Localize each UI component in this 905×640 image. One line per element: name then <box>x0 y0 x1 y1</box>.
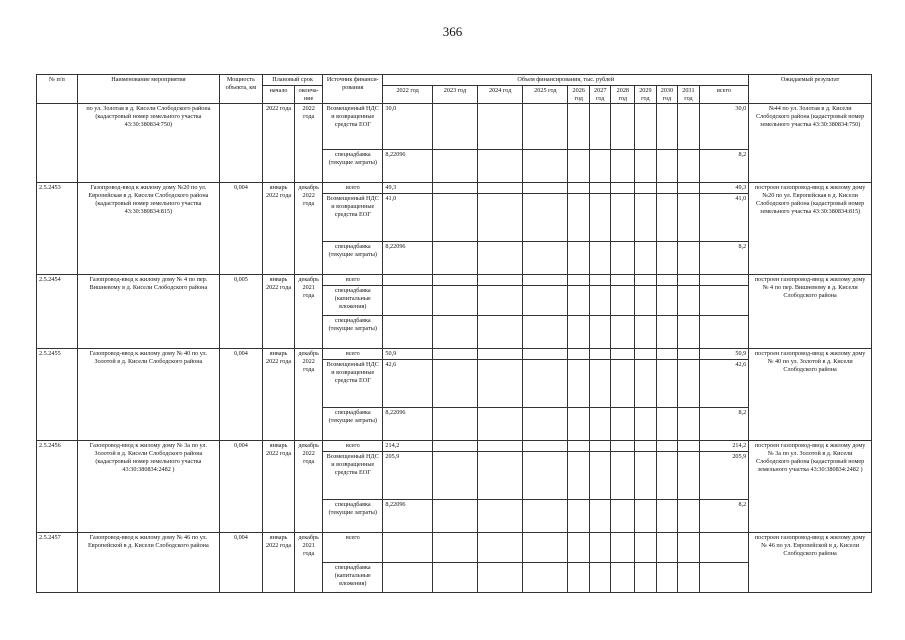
row-y2022: 8,22096 <box>383 150 432 183</box>
row-year-empty <box>568 360 590 408</box>
row-year-empty <box>523 316 568 349</box>
row-name: по ул. Золотая в д. Кисели Слободского района (кадастровый номер земельного участка 43:30:380834:750) <box>77 104 219 183</box>
row-year-empty <box>678 533 700 563</box>
table-row <box>37 275 872 286</box>
row-year-empty <box>611 104 635 150</box>
row-year-empty <box>523 349 568 360</box>
row-year-empty <box>523 441 568 452</box>
row-year-empty <box>678 563 700 593</box>
row-year-empty <box>523 452 568 500</box>
row-year-empty <box>656 183 678 194</box>
row-year-empty <box>589 286 611 316</box>
row-year-empty <box>635 360 657 408</box>
row-result: построен газопровод-ввод к жилому дому №20 по ул. Европейская в д. Кисели Слободского района (кадастровый номер земельного участка 43:30:380834:815) <box>749 183 872 275</box>
row-year-empty <box>656 408 678 441</box>
table-row <box>37 183 872 194</box>
row-year-empty <box>635 533 657 563</box>
row-year-empty <box>432 194 477 242</box>
row-num: 2.5.2453 <box>37 183 78 275</box>
row-y2022: 41,0 <box>383 194 432 242</box>
row-total: 214,2 <box>699 441 749 452</box>
row-power: 0,004 <box>219 533 262 593</box>
row-source: Возмещенный НДС и возвращенные средства ЕОГ <box>323 452 383 500</box>
row-year-empty <box>432 533 477 563</box>
row-year-empty <box>678 286 700 316</box>
row-year-empty <box>635 441 657 452</box>
row-total <box>699 533 749 563</box>
row-year-empty <box>589 408 611 441</box>
row-year-empty <box>589 360 611 408</box>
table-row <box>37 349 872 360</box>
row-year-empty <box>611 441 635 452</box>
row-year-empty <box>432 286 477 316</box>
table-row <box>37 441 872 452</box>
row-year-empty <box>478 441 523 452</box>
header-year: 2030 год <box>656 85 678 104</box>
row-total: 8,2 <box>699 408 749 441</box>
row-year-empty <box>523 360 568 408</box>
row-year-empty <box>635 286 657 316</box>
row-year-empty <box>656 104 678 150</box>
header-year: 2026 год <box>568 85 590 104</box>
row-year-empty <box>568 316 590 349</box>
header-year: 2028 год <box>611 85 635 104</box>
row-year-empty <box>478 563 523 593</box>
row-year-empty <box>523 275 568 286</box>
row-year-empty <box>478 242 523 275</box>
row-year-empty <box>589 104 611 150</box>
row-total <box>699 286 749 316</box>
row-total: 30,0 <box>699 104 749 150</box>
row-start: январь 2022 года <box>262 441 294 533</box>
row-year-empty <box>432 441 477 452</box>
row-y2022: 8,22096 <box>383 408 432 441</box>
row-year-empty <box>568 349 590 360</box>
row-year-empty <box>523 150 568 183</box>
row-year-empty <box>523 104 568 150</box>
header-year: 2023 год <box>432 85 477 104</box>
row-total <box>699 563 749 593</box>
row-year-empty <box>432 360 477 408</box>
row-year-empty <box>589 452 611 500</box>
row-year-empty <box>678 194 700 242</box>
row-start: январь 2022 года <box>262 349 294 441</box>
table-row <box>37 533 872 563</box>
row-year-empty <box>478 360 523 408</box>
row-year-empty <box>478 533 523 563</box>
row-year-empty <box>432 452 477 500</box>
row-year-empty <box>678 500 700 533</box>
row-num: 2.5.2457 <box>37 533 78 593</box>
row-year-empty <box>678 104 700 150</box>
row-year-empty <box>611 242 635 275</box>
row-end: декабрь 2022 года <box>295 441 323 533</box>
row-year-empty <box>611 563 635 593</box>
row-y2022: 30,0 <box>383 104 432 150</box>
header-num: № п/п <box>37 75 78 104</box>
header-total: всего <box>699 85 749 104</box>
row-source: спецнадбавка (текущие затраты) <box>323 316 383 349</box>
row-year-empty <box>678 242 700 275</box>
row-result: построен газопровод-ввод к жилому дому № 3а по ул. Золотой в д. Кисели Слободского района (кадастровый номер земельного участка 43:30:380834:2482 ) <box>749 441 872 533</box>
row-year-empty <box>589 183 611 194</box>
row-year-empty <box>432 104 477 150</box>
row-start: 2022 года <box>262 104 294 183</box>
row-year-empty <box>678 316 700 349</box>
row-year-empty <box>432 150 477 183</box>
row-year-empty <box>432 316 477 349</box>
row-year-empty <box>568 286 590 316</box>
row-result: построен газопровод-ввод к жилому дому № 4 по пер. Вишневому в д. Кисели Слободского района <box>749 275 872 349</box>
row-total: 50,9 <box>699 349 749 360</box>
row-source: Возмещенный НДС и возвращенные средства ЕОГ <box>323 104 383 150</box>
row-year-empty <box>611 533 635 563</box>
header-result: Ожидаемый результат <box>749 75 872 104</box>
row-year-empty <box>635 242 657 275</box>
row-power: 0,004 <box>219 441 262 533</box>
row-year-empty <box>611 150 635 183</box>
row-year-empty <box>611 500 635 533</box>
header-term: Плановый срок <box>262 75 322 86</box>
row-year-empty <box>568 563 590 593</box>
table-body <box>37 104 872 593</box>
row-year-empty <box>635 183 657 194</box>
row-year-empty <box>478 183 523 194</box>
row-total: 49,3 <box>699 183 749 194</box>
header-year: 2029 год <box>635 85 657 104</box>
row-year-empty <box>523 500 568 533</box>
row-year-empty <box>568 408 590 441</box>
row-source: спецнадбавка (текущие затраты) <box>323 242 383 275</box>
row-year-empty <box>656 150 678 183</box>
row-y2022: 42,6 <box>383 360 432 408</box>
header-year: 2024 год <box>478 85 523 104</box>
row-num: 2.5.2454 <box>37 275 78 349</box>
row-start: январь 2022 года <box>262 533 294 593</box>
row-total <box>699 316 749 349</box>
row-year-empty <box>656 533 678 563</box>
row-num: 2.5.2456 <box>37 441 78 533</box>
row-year-empty <box>678 183 700 194</box>
row-source: всего <box>323 183 383 194</box>
row-y2022: 8,22096 <box>383 242 432 275</box>
row-total: 8,2 <box>699 242 749 275</box>
row-year-empty <box>656 360 678 408</box>
row-total: 42,6 <box>699 360 749 408</box>
row-year-empty <box>678 441 700 452</box>
row-num: 2.5.2455 <box>37 349 78 441</box>
row-name: Газопровод-ввод к жилому дому № 4 по пер. Вишневому в д. Кисели Слободского района <box>77 275 219 349</box>
row-year-empty <box>635 500 657 533</box>
row-year-empty <box>523 408 568 441</box>
row-end: декабрь 2022 года <box>295 183 323 275</box>
row-year-empty <box>656 316 678 349</box>
row-source: спецнадбавка (текущие затраты) <box>323 150 383 183</box>
row-year-empty <box>678 349 700 360</box>
row-year-empty <box>589 533 611 563</box>
row-year-empty <box>589 441 611 452</box>
row-year-empty <box>635 349 657 360</box>
row-year-empty <box>656 286 678 316</box>
row-y2022 <box>383 286 432 316</box>
row-year-empty <box>568 194 590 242</box>
row-year-empty <box>478 194 523 242</box>
row-source: Возмещенный НДС и возвращенные средства ЕОГ <box>323 360 383 408</box>
page-number: 366 <box>442 24 463 39</box>
row-y2022: 214,2 <box>383 441 432 452</box>
row-year-empty <box>523 533 568 563</box>
row-power: 0,005 <box>219 275 262 349</box>
row-source: всего <box>323 441 383 452</box>
financing-table <box>36 74 872 593</box>
row-total <box>699 275 749 286</box>
row-end: декабрь 2021 года <box>295 275 323 349</box>
row-name: Газопровод-ввод к жилому дому № 3а по ул. Золотой в д. Кисели Слободского района (кадастровый номер земельного участка 43:30:380834:2482 ) <box>77 441 219 533</box>
row-num <box>37 104 78 183</box>
row-year-empty <box>611 275 635 286</box>
header-power: Мощность объекта, км <box>219 75 262 104</box>
row-year-empty <box>611 452 635 500</box>
row-year-empty <box>611 316 635 349</box>
header-year: 2031 год <box>678 85 700 104</box>
row-year-empty <box>678 452 700 500</box>
row-year-empty <box>568 104 590 150</box>
row-year-empty <box>611 286 635 316</box>
row-year-empty <box>589 194 611 242</box>
header-year: 2025 год <box>523 85 568 104</box>
row-source: спецнадбавка (капитальные вложения) <box>323 563 383 593</box>
row-year-empty <box>678 360 700 408</box>
row-y2022: 49,3 <box>383 183 432 194</box>
row-year-empty <box>568 533 590 563</box>
row-year-empty <box>568 452 590 500</box>
row-year-empty <box>478 500 523 533</box>
row-year-empty <box>589 349 611 360</box>
row-source: всего <box>323 533 383 563</box>
row-y2022: 205,9 <box>383 452 432 500</box>
row-year-empty <box>656 275 678 286</box>
row-year-empty <box>432 500 477 533</box>
row-year-empty <box>611 349 635 360</box>
row-year-empty <box>432 408 477 441</box>
row-year-empty <box>611 360 635 408</box>
table-row <box>37 104 872 150</box>
row-y2022 <box>383 275 432 286</box>
row-year-empty <box>635 104 657 150</box>
row-year-empty <box>568 242 590 275</box>
row-year-empty <box>589 563 611 593</box>
row-year-empty <box>478 104 523 150</box>
row-source: всего <box>323 349 383 360</box>
row-year-empty <box>656 500 678 533</box>
row-year-empty <box>568 150 590 183</box>
row-year-empty <box>656 452 678 500</box>
row-y2022: 50,9 <box>383 349 432 360</box>
row-year-empty <box>656 349 678 360</box>
row-source: всего <box>323 275 383 286</box>
row-power: 0,004 <box>219 183 262 275</box>
row-year-empty <box>478 316 523 349</box>
row-year-empty <box>635 194 657 242</box>
row-year-empty <box>568 275 590 286</box>
header-year: 2027 год <box>589 85 611 104</box>
row-end: декабрь 2022 года <box>295 349 323 441</box>
row-year-empty <box>678 150 700 183</box>
row-source: Возмещенный НДС и возвращенные средства ЕОГ <box>323 194 383 242</box>
header-finance: Объем финансирования, тыс. рублей <box>383 75 749 86</box>
row-year-empty <box>635 452 657 500</box>
row-year-empty <box>478 349 523 360</box>
row-year-empty <box>478 408 523 441</box>
row-year-empty <box>432 183 477 194</box>
row-total: 205,9 <box>699 452 749 500</box>
row-year-empty <box>635 150 657 183</box>
header-source: Источник финанси-рования <box>323 75 383 104</box>
row-year-empty <box>432 242 477 275</box>
row-start: январь 2022 года <box>262 275 294 349</box>
row-year-empty <box>678 275 700 286</box>
row-year-empty <box>432 275 477 286</box>
row-year-empty <box>589 316 611 349</box>
row-year-empty <box>523 242 568 275</box>
row-power <box>219 104 262 183</box>
header-term-end: оконча-ние <box>295 85 323 104</box>
row-name: Газопровод-ввод к жилому дому № 40 по ул. Золотой в д. Кисели Слободского района <box>77 349 219 441</box>
row-source: спецнадбавка (текущие затраты) <box>323 408 383 441</box>
row-result: построен газопровод-ввод к жилому дому № 40 по ул. Золотой в д. Кисели Слободского района <box>749 349 872 441</box>
row-end: 2022 года <box>295 104 323 183</box>
row-year-empty <box>432 349 477 360</box>
row-year-empty <box>656 242 678 275</box>
row-year-empty <box>432 563 477 593</box>
row-year-empty <box>568 500 590 533</box>
row-year-empty <box>568 441 590 452</box>
header-name: Наименование мероприятия <box>77 75 219 104</box>
row-year-empty <box>635 316 657 349</box>
row-total: 41,0 <box>699 194 749 242</box>
row-year-empty <box>478 275 523 286</box>
row-year-empty <box>635 408 657 441</box>
row-year-empty <box>635 275 657 286</box>
row-end: декабрь 2021 года <box>295 533 323 593</box>
row-year-empty <box>478 150 523 183</box>
row-year-empty <box>635 563 657 593</box>
row-year-empty <box>523 286 568 316</box>
row-year-empty <box>523 194 568 242</box>
row-source: спецнадбавка (капитальные вложения) <box>323 286 383 316</box>
header-year: 2022 год <box>383 85 432 104</box>
row-y2022 <box>383 316 432 349</box>
row-year-empty <box>678 408 700 441</box>
row-year-empty <box>523 563 568 593</box>
header-term-start: начало <box>262 85 294 104</box>
row-year-empty <box>523 183 568 194</box>
row-year-empty <box>589 500 611 533</box>
row-result: №44 по ул. Золотая в д. Кисели Слободского района (кадастровый номер земельного участка 43:30:380834:750) <box>749 104 872 183</box>
row-year-empty <box>611 194 635 242</box>
row-year-empty <box>568 183 590 194</box>
row-y2022: 8,22096 <box>383 500 432 533</box>
row-year-empty <box>478 286 523 316</box>
row-year-empty <box>478 452 523 500</box>
row-year-empty <box>656 441 678 452</box>
row-y2022 <box>383 533 432 563</box>
row-year-empty <box>589 275 611 286</box>
row-year-empty <box>611 183 635 194</box>
row-year-empty <box>611 408 635 441</box>
row-total: 8,2 <box>699 150 749 183</box>
row-year-empty <box>589 242 611 275</box>
row-year-empty <box>656 194 678 242</box>
row-result: построен газопровод-ввод к жилому дому № 46 по ул. Европейской в д. Кисели Слободского района <box>749 533 872 593</box>
row-start: январь 2022 года <box>262 183 294 275</box>
row-name: Газопровод-ввод к жилому дому №20 по ул. Европейская в д. Кисели Слободского района (кадастровый номер земельного участка 43:30:380834:815) <box>77 183 219 275</box>
row-source: спецнадбавка (текущие затраты) <box>323 500 383 533</box>
row-power: 0,004 <box>219 349 262 441</box>
row-y2022 <box>383 563 432 593</box>
row-total: 8,2 <box>699 500 749 533</box>
row-year-empty <box>656 563 678 593</box>
row-year-empty <box>589 150 611 183</box>
row-name: Газопровод-ввод к жилому дому № 46 по ул. Европейской в д. Кисели Слободского района <box>77 533 219 593</box>
